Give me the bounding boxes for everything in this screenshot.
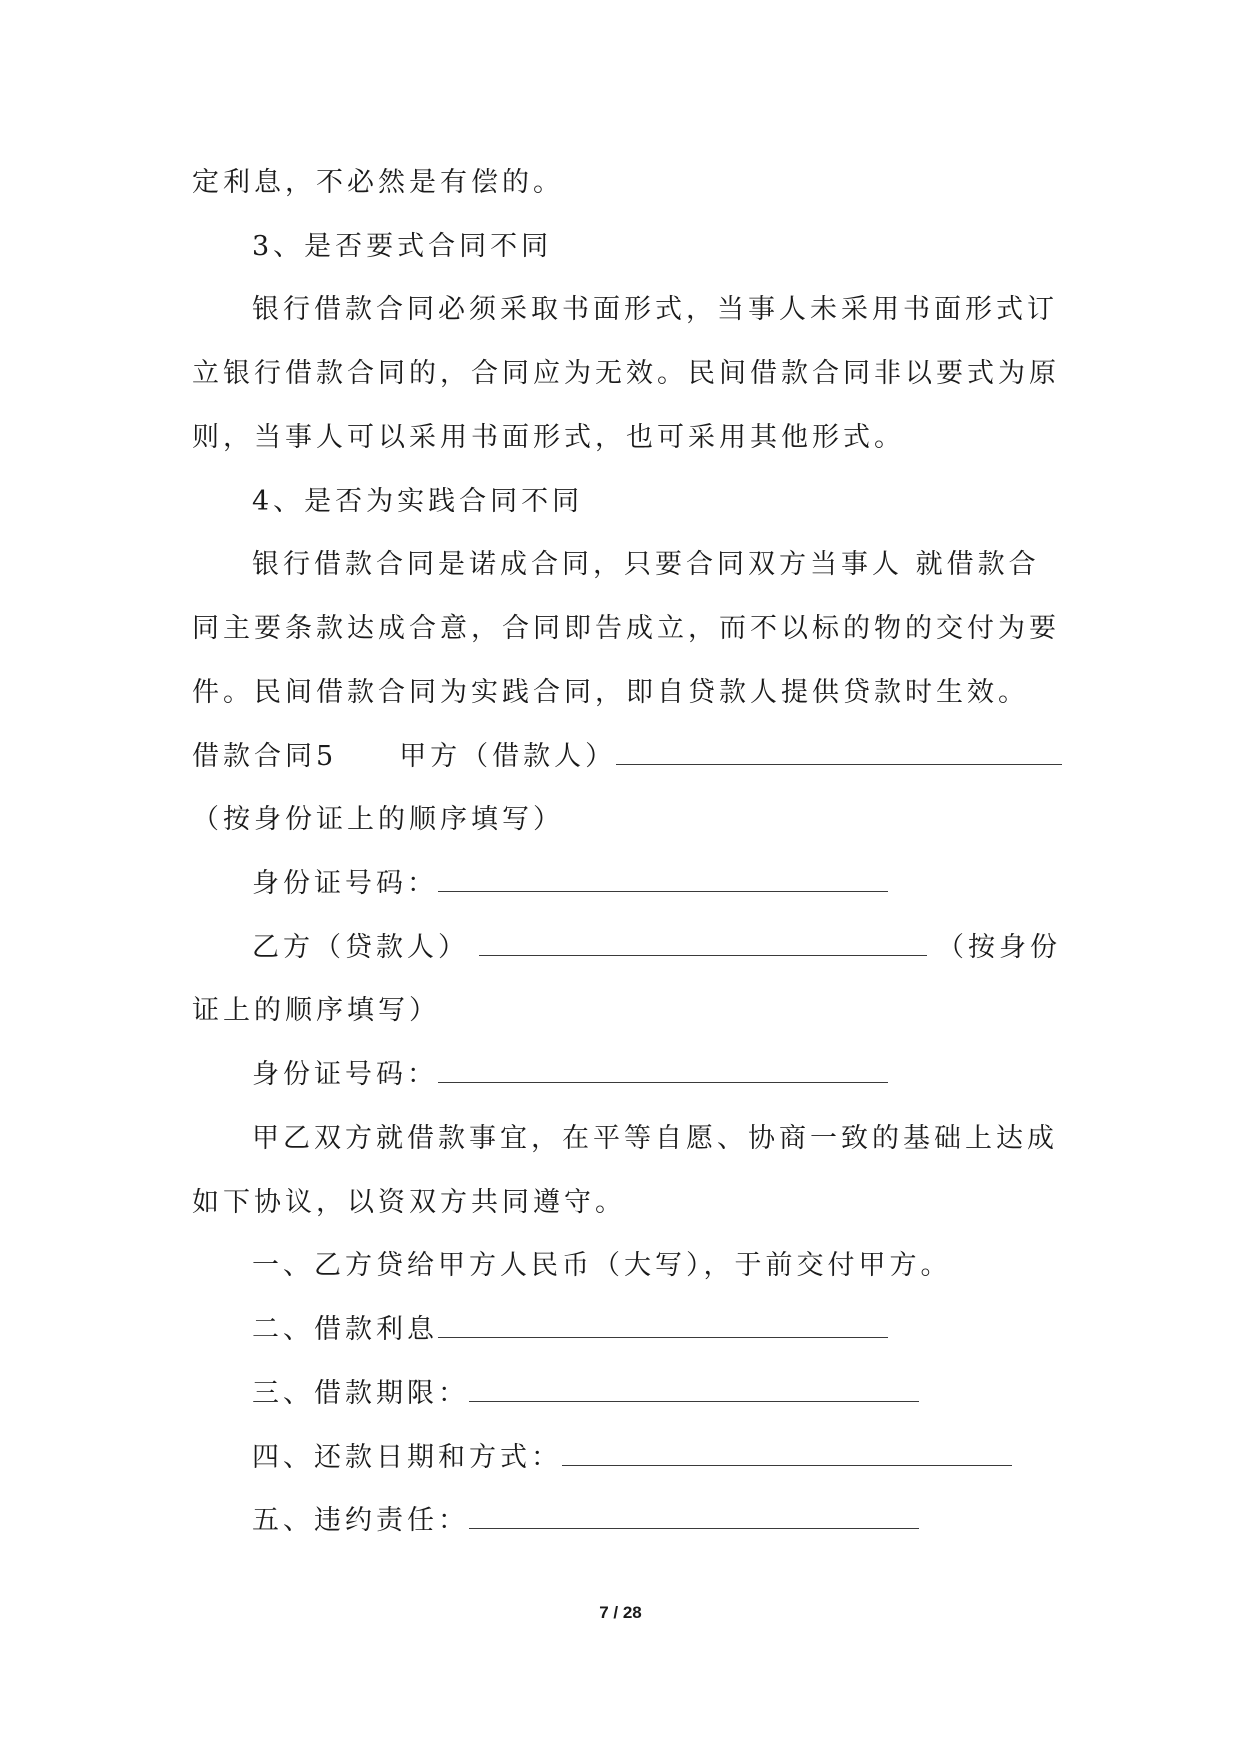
- party-b-line: [252, 928, 1062, 968]
- paragraph-line: [192, 1183, 1062, 1223]
- text: 银行借款合同是诺成合同，只要合同双方当事人 就借款合: [252, 549, 1040, 580]
- id-number-label: 身份证号码：: [252, 1059, 438, 1090]
- paragraph-line: [192, 673, 1062, 713]
- paragraph-line: [252, 290, 1062, 330]
- paragraph-line: [252, 545, 1062, 585]
- contract-title: 借款合同5: [192, 741, 338, 772]
- section-heading-3: [252, 227, 1062, 267]
- interest-blank: [438, 1311, 888, 1338]
- text: 一、乙方贷给甲方人民币（大写），于前交付甲方。: [252, 1250, 952, 1281]
- text: 3、是否要式合同不同: [252, 231, 553, 262]
- text: 则，当事人可以采用书面形式，也可采用其他形式。: [192, 422, 905, 453]
- paragraph-line: [192, 418, 1062, 458]
- clause-1: [252, 1246, 1062, 1286]
- paragraph-line: [192, 800, 1062, 840]
- party-b-name-blank: [479, 929, 927, 956]
- clause-2: [252, 1310, 1062, 1350]
- text: （按身份: [937, 932, 1061, 963]
- party-a-name-blank: [616, 738, 1062, 765]
- text: 同主要条款达成合意，合同即告成立，而不以标的物的交付为要: [192, 613, 1060, 644]
- paragraph-line: [192, 609, 1062, 649]
- party-b-label: 乙方（贷款人）: [252, 932, 469, 963]
- text: 件。民间借款合同为实践合同，即自贷款人提供贷款时生效。: [192, 677, 1029, 708]
- clause-label: 二、借款利息: [252, 1314, 438, 1345]
- id-number-line-b: [252, 1055, 1062, 1095]
- clause-5: [252, 1501, 1062, 1541]
- text: （按身份证上的顺序填写）: [192, 804, 564, 835]
- clause-label: 四、还款日期和方式：: [252, 1442, 562, 1473]
- paragraph-line: [192, 163, 1062, 203]
- text: 甲乙双方就借款事宜，在平等自愿、协商一致的基础上达成: [252, 1123, 1058, 1154]
- repayment-blank: [562, 1439, 1012, 1466]
- clause-label: 五、违约责任：: [252, 1505, 469, 1536]
- id-number-blank: [438, 865, 888, 892]
- paragraph-line: [192, 354, 1062, 394]
- clause-3: [252, 1374, 1062, 1414]
- text: 定利息，不必然是有偿的。: [192, 167, 564, 198]
- contract-title-line: [192, 737, 1062, 777]
- paragraph-line: [252, 1119, 1062, 1159]
- clause-label: 三、借款期限：: [252, 1378, 469, 1409]
- text: 立银行借款合同的，合同应为无效。民间借款合同非以要式为原: [192, 358, 1060, 389]
- clause-4: [252, 1438, 1062, 1478]
- text: 4、是否为实践合同不同: [252, 486, 584, 517]
- text: 如下协议，以资双方共同遵守。: [192, 1187, 626, 1218]
- section-heading-4: [252, 482, 1062, 522]
- text: 证上的顺序填写）: [192, 995, 440, 1026]
- liability-blank: [469, 1502, 919, 1529]
- text: 银行借款合同必须采取书面形式，当事人未采用书面形式订: [252, 294, 1058, 325]
- id-number-blank: [438, 1056, 888, 1083]
- term-blank: [469, 1375, 919, 1402]
- party-a-label: 甲方（借款人）: [399, 741, 617, 772]
- id-number-label: 身份证号码：: [252, 868, 438, 899]
- paragraph-line: [192, 991, 1062, 1031]
- page-number: 7 / 28: [599, 1603, 642, 1622]
- id-number-line-a: [252, 864, 1062, 904]
